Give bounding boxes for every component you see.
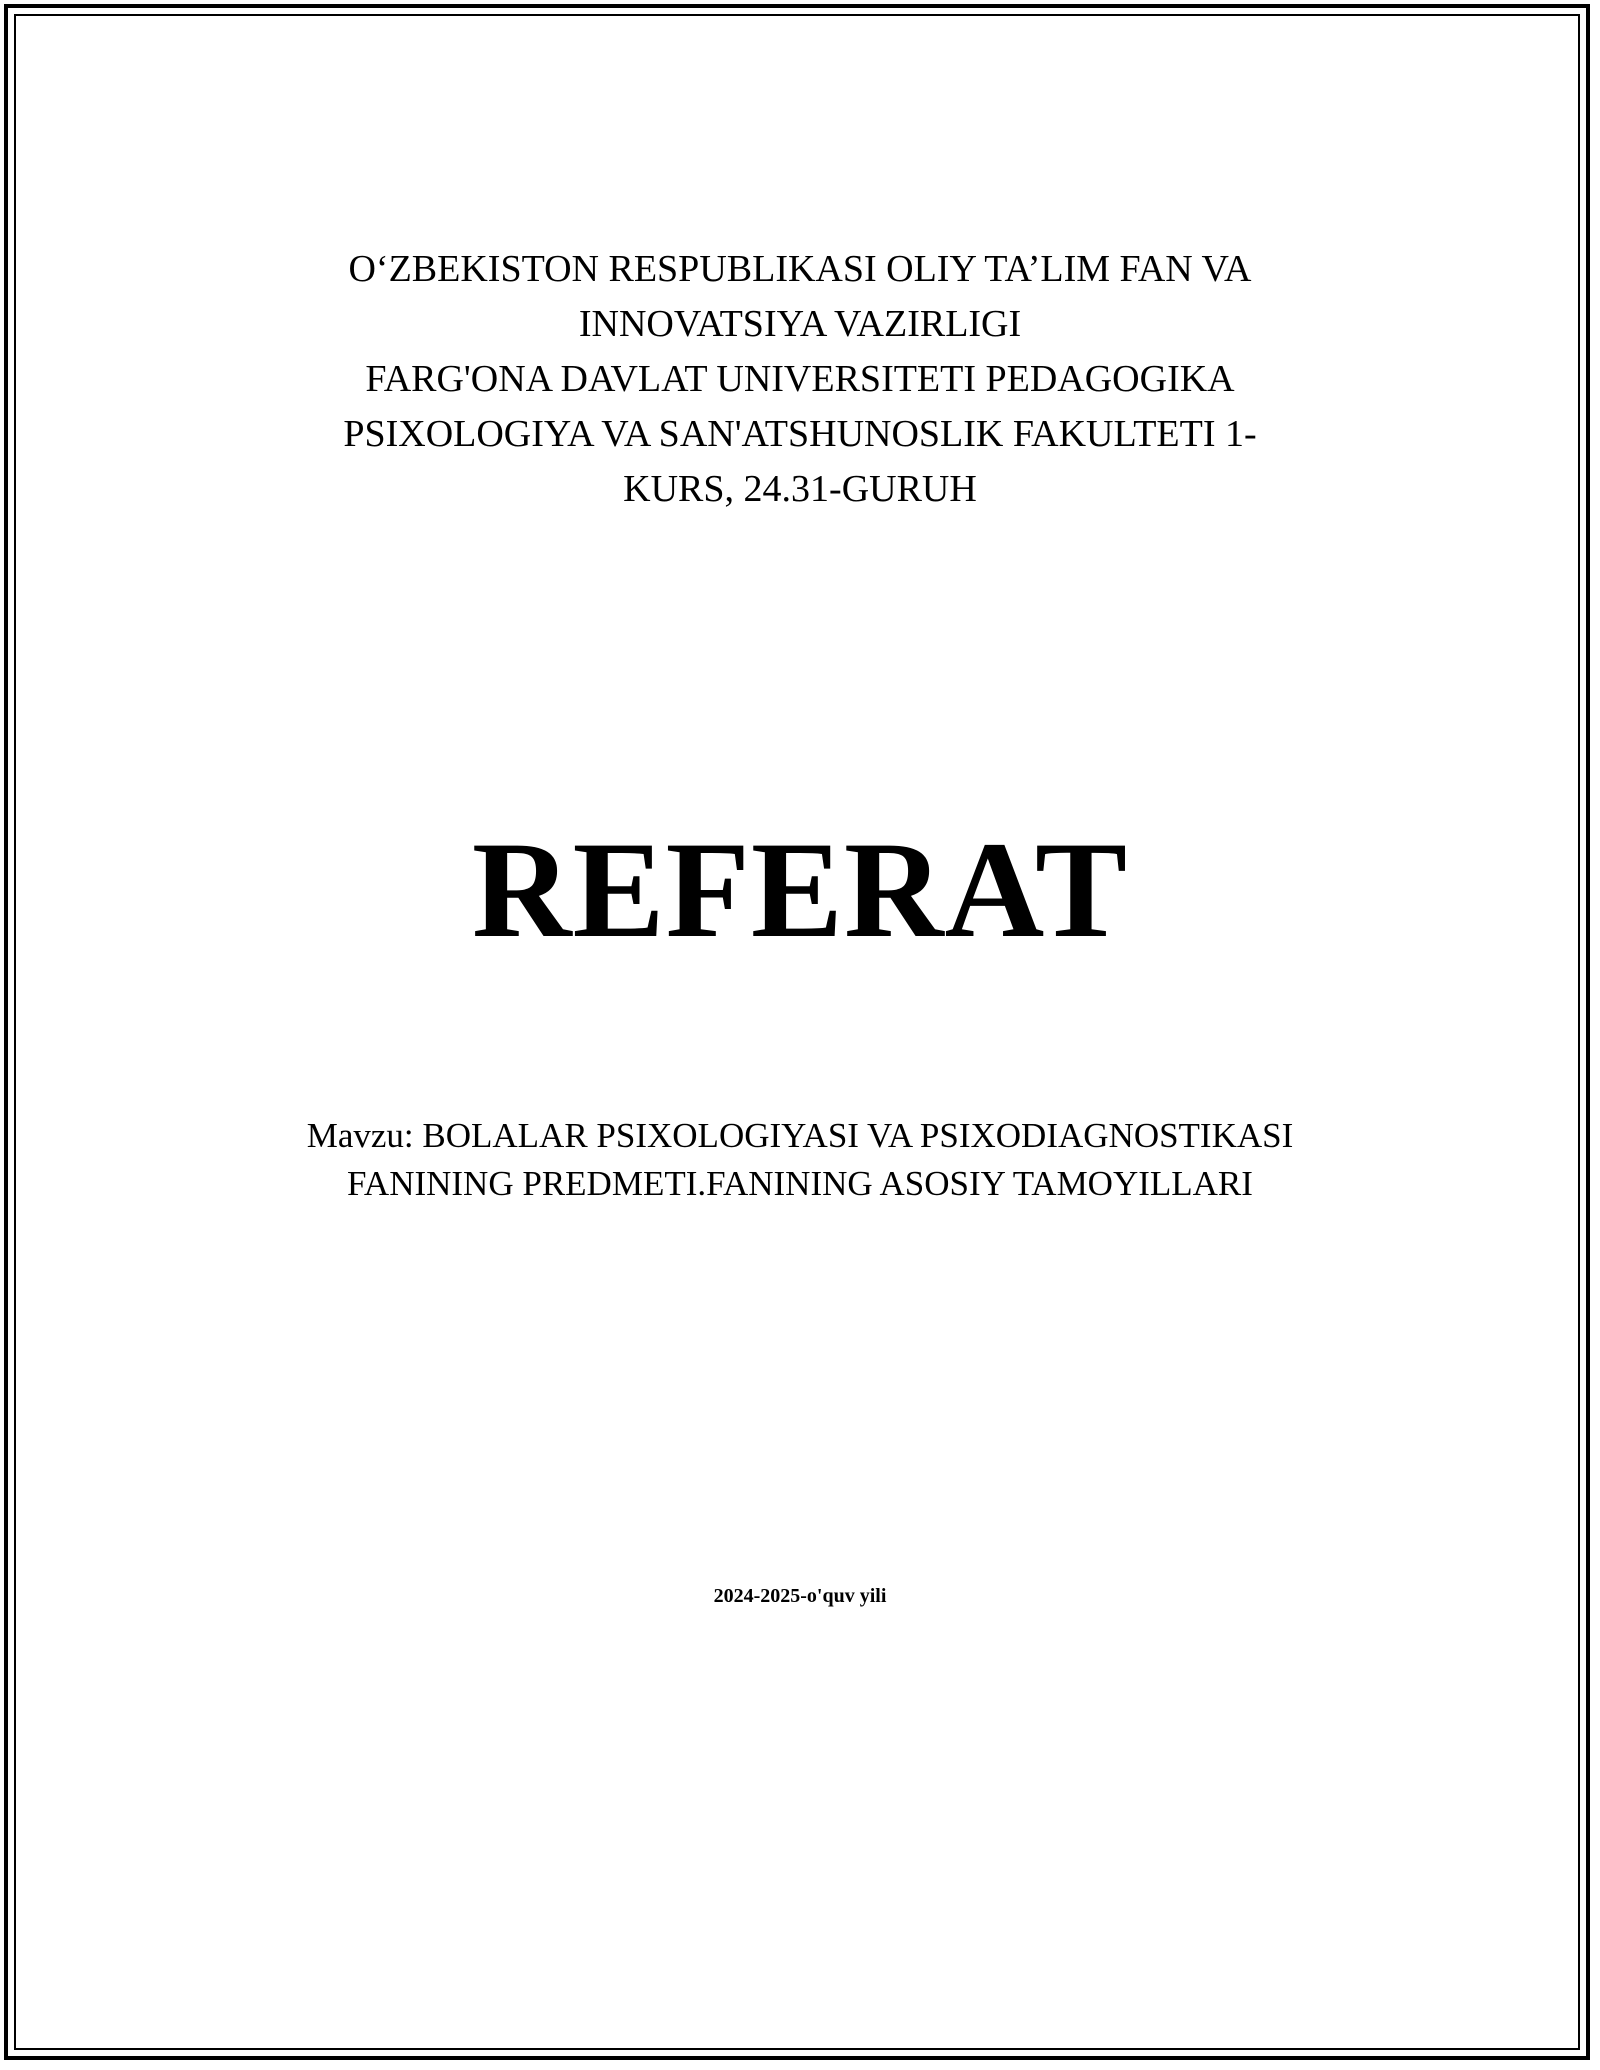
header-line: KURS, 24.31-GURUH: [623, 468, 977, 510]
header-line: FARG'ONA DAVLAT UNIVERSITETI PEDAGOGIKA: [365, 358, 1235, 400]
topic-line: FANINING PREDMETI.FANINING ASOSIY TAMOYILLARI: [347, 1164, 1253, 1203]
academic-year: 2024-2025-o'quv yili: [713, 1585, 887, 1607]
institution-header: [0, 242, 1600, 517]
header-line: INNOVATSIYA VAZIRLIGI: [578, 303, 1022, 345]
header-line: PSIXOLOGIYA VA SAN'ATSHUNOSLIK FAKULTETI 1-: [343, 413, 1257, 455]
topic-line: Mavzu: BOLALAR PSIXOLOGIYASI VA PSIXODIAGNOSTIKASI: [306, 1116, 1294, 1155]
document-title: REFERAT: [471, 813, 1129, 966]
topic: [0, 1112, 1600, 1208]
header-line: O‘ZBEKISTON RESPUBLIKASI OLIY TA’LIM FAN VA: [348, 248, 1252, 290]
